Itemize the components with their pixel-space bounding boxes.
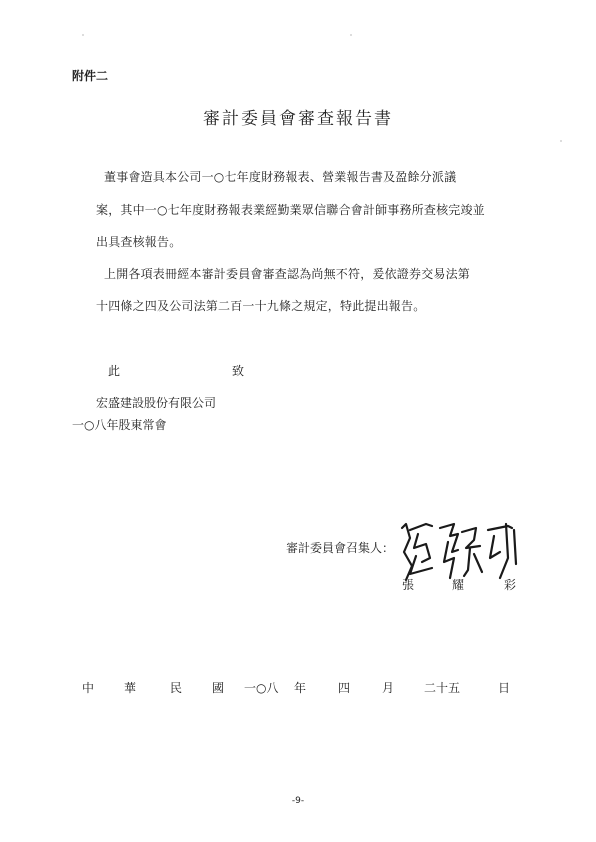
scan-speck [82,34,84,36]
document-title: 審計委員會審查報告書 [203,109,393,129]
paragraph-2-line-1: 上開各項表冊經本審計委員會審查認為尚無不符，爰依證券交易法第 [104,267,471,281]
date-part: 日 [498,681,511,695]
paragraph-2-line-2: 十四條之四及公司法第二百一十九條之規定，特此提出報告。 [96,299,426,313]
convener-name-char: 張 [402,578,415,592]
paragraph-1-line-1: 董事會造具本公司一○七年度財務報表、營業報告書及盈餘分派議 [104,170,457,184]
attachment-label: 附件二 [72,69,109,83]
convener-name-char: 彩 [504,578,517,592]
date-part: 中 [82,681,95,695]
date-part: 二十五 [424,681,461,695]
paragraph-1-line-3: 出具查核報告。 [96,235,182,249]
date-part: 四 [338,681,351,695]
recipient-meeting: 一○八年股東常會 [72,418,167,432]
salutation-zhi: 致 [232,364,245,378]
scan-speck [350,34,352,36]
date-part: 民 [170,681,183,695]
handwritten-signature [396,518,522,584]
date-part: 華 [124,681,137,695]
page-number: -9- [291,796,305,806]
date-part: 一○八 [244,681,279,695]
date-part: 年 [294,681,307,695]
convener-label: 審計委員會召集人： [286,541,395,555]
document-date [72,679,512,695]
scan-speck [560,140,562,142]
recipient-company: 宏盛建設股份有限公司 [96,396,217,410]
date-part: 國 [212,681,225,695]
convener-name-char: 耀 [452,578,465,592]
paragraph-1-line-2: 案，其中一○七年度財務報表業經勤業眾信聯合會計師事務所查核完竣並 [96,203,485,217]
salutation-ci: 此 [108,364,121,378]
date-part: 月 [382,681,395,695]
